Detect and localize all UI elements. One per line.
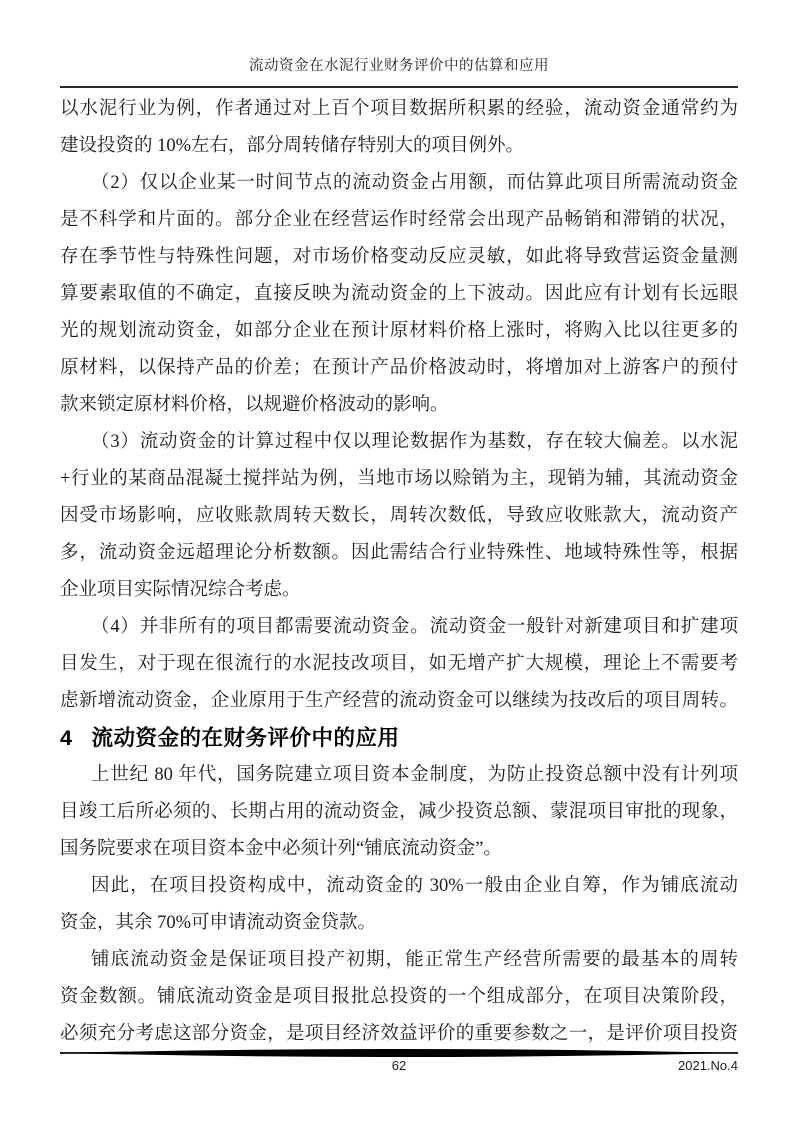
header-rule bbox=[60, 86, 738, 88]
text-line: 资金数额。铺底流动资金是项目报批总投资的一个组成部分，在项目决策阶段， bbox=[60, 987, 738, 1007]
section-number: 4 bbox=[60, 726, 73, 750]
text-line: 企业项目实际情况综合考虑。 bbox=[60, 580, 301, 600]
text-line: 资金，其余 70%可申请流动资金贷款。 bbox=[60, 913, 377, 933]
text-line: 上世纪 80 年代，国务院建立项目资本金制度，为防止投资总额中没有计列项 bbox=[91, 765, 738, 785]
text-line: 款来锁定原材料价格，以规避价格波动的影响。 bbox=[60, 395, 449, 415]
text-line: 必须充分考虑这部分资金，是项目经济效益评价的重要参数之一，是评价项目投资 bbox=[60, 1024, 738, 1044]
text-line: 因此，在项目投资构成中，流动资金的 30%一般由企业自筹，作为铺底流动 bbox=[91, 876, 738, 896]
text-line: 建设投资的 10%左右，部分周转储存特别大的项目例外。 bbox=[60, 136, 525, 156]
text-line: +行业的某商品混凝土搅拌站为例，当地市场以赊销为主，现销为辅，其流动资金 bbox=[60, 469, 738, 489]
text-line: 铺底流动资金是保证项目投产初期，能正常生产经营所需要的最基本的周转 bbox=[91, 950, 738, 970]
text-line: 光的规划流动资金，如部分企业在预计原材料价格上涨时，将购入比以往更多的 bbox=[60, 321, 738, 341]
text-line: （4）并非所有的项目都需要流动资金。流动资金一般针对新建项目和扩建项 bbox=[91, 617, 738, 637]
issue-label: 2021.No.4 bbox=[678, 1058, 738, 1073]
text-line: 存在季节性与特殊性问题，对市场价格变动反应灵敏，如此将导致营运资金量测 bbox=[60, 247, 738, 267]
text-line: 国务院要求在项目资本金中必须计列“铺底流动资金”。 bbox=[60, 839, 502, 859]
page-number: 62 bbox=[391, 1058, 407, 1073]
text-line: 多，流动资金远超理论分析数额。因此需结合行业特殊性、地域特殊性等，根据 bbox=[60, 543, 738, 563]
footer-row bbox=[60, 1058, 738, 1076]
running-header bbox=[60, 56, 738, 76]
section-heading bbox=[60, 720, 738, 757]
text-line: 因受市场影响，应收账款周转天数长，周转次数低，导致应收账款大，流动资产 bbox=[60, 506, 738, 526]
text-line: 以水泥行业为例，作者通过对上百个项目数据所积累的经验，流动资金通常约为 bbox=[60, 99, 738, 119]
text-line: 目竣工后所必须的、长期占用的流动资金，减少投资总额、蒙混项目审批的现象， bbox=[60, 802, 738, 822]
body-text bbox=[60, 91, 738, 1053]
text-line: 算要素取值的不确定，直接反映为流动资金的上下波动。因此应有计划有长远眼 bbox=[60, 284, 738, 304]
text-line: （3）流动资金的计算过程中仅以理论数据作为基数，存在较大偏差。以水泥 bbox=[91, 432, 738, 452]
text-line: （2）仅以企业某一时间节点的流动资金占用额，而估算此项目所需流动资金 bbox=[91, 173, 738, 193]
running-title: 流动资金在水泥行业财务评价中的估算和应用 bbox=[249, 58, 549, 74]
section-title: 流动资金的在财务评价中的应用 bbox=[91, 726, 400, 750]
text-line: 虑新增流动资金，企业原用于生产经营的流动资金可以继续为技改后的项目周转。 bbox=[60, 691, 738, 711]
text-line: 目发生，对于现在很流行的水泥技改项目，如无增产扩大规模，理论上不需要考 bbox=[60, 654, 738, 674]
text-line: 是不科学和片面的。部分企业在经营运作时经常会出现产品畅销和滞销的状况， bbox=[60, 210, 738, 230]
text-line: 原材料，以保持产品的价差；在预计产品价格波动时，将增加对上游客户的预付 bbox=[60, 358, 738, 378]
